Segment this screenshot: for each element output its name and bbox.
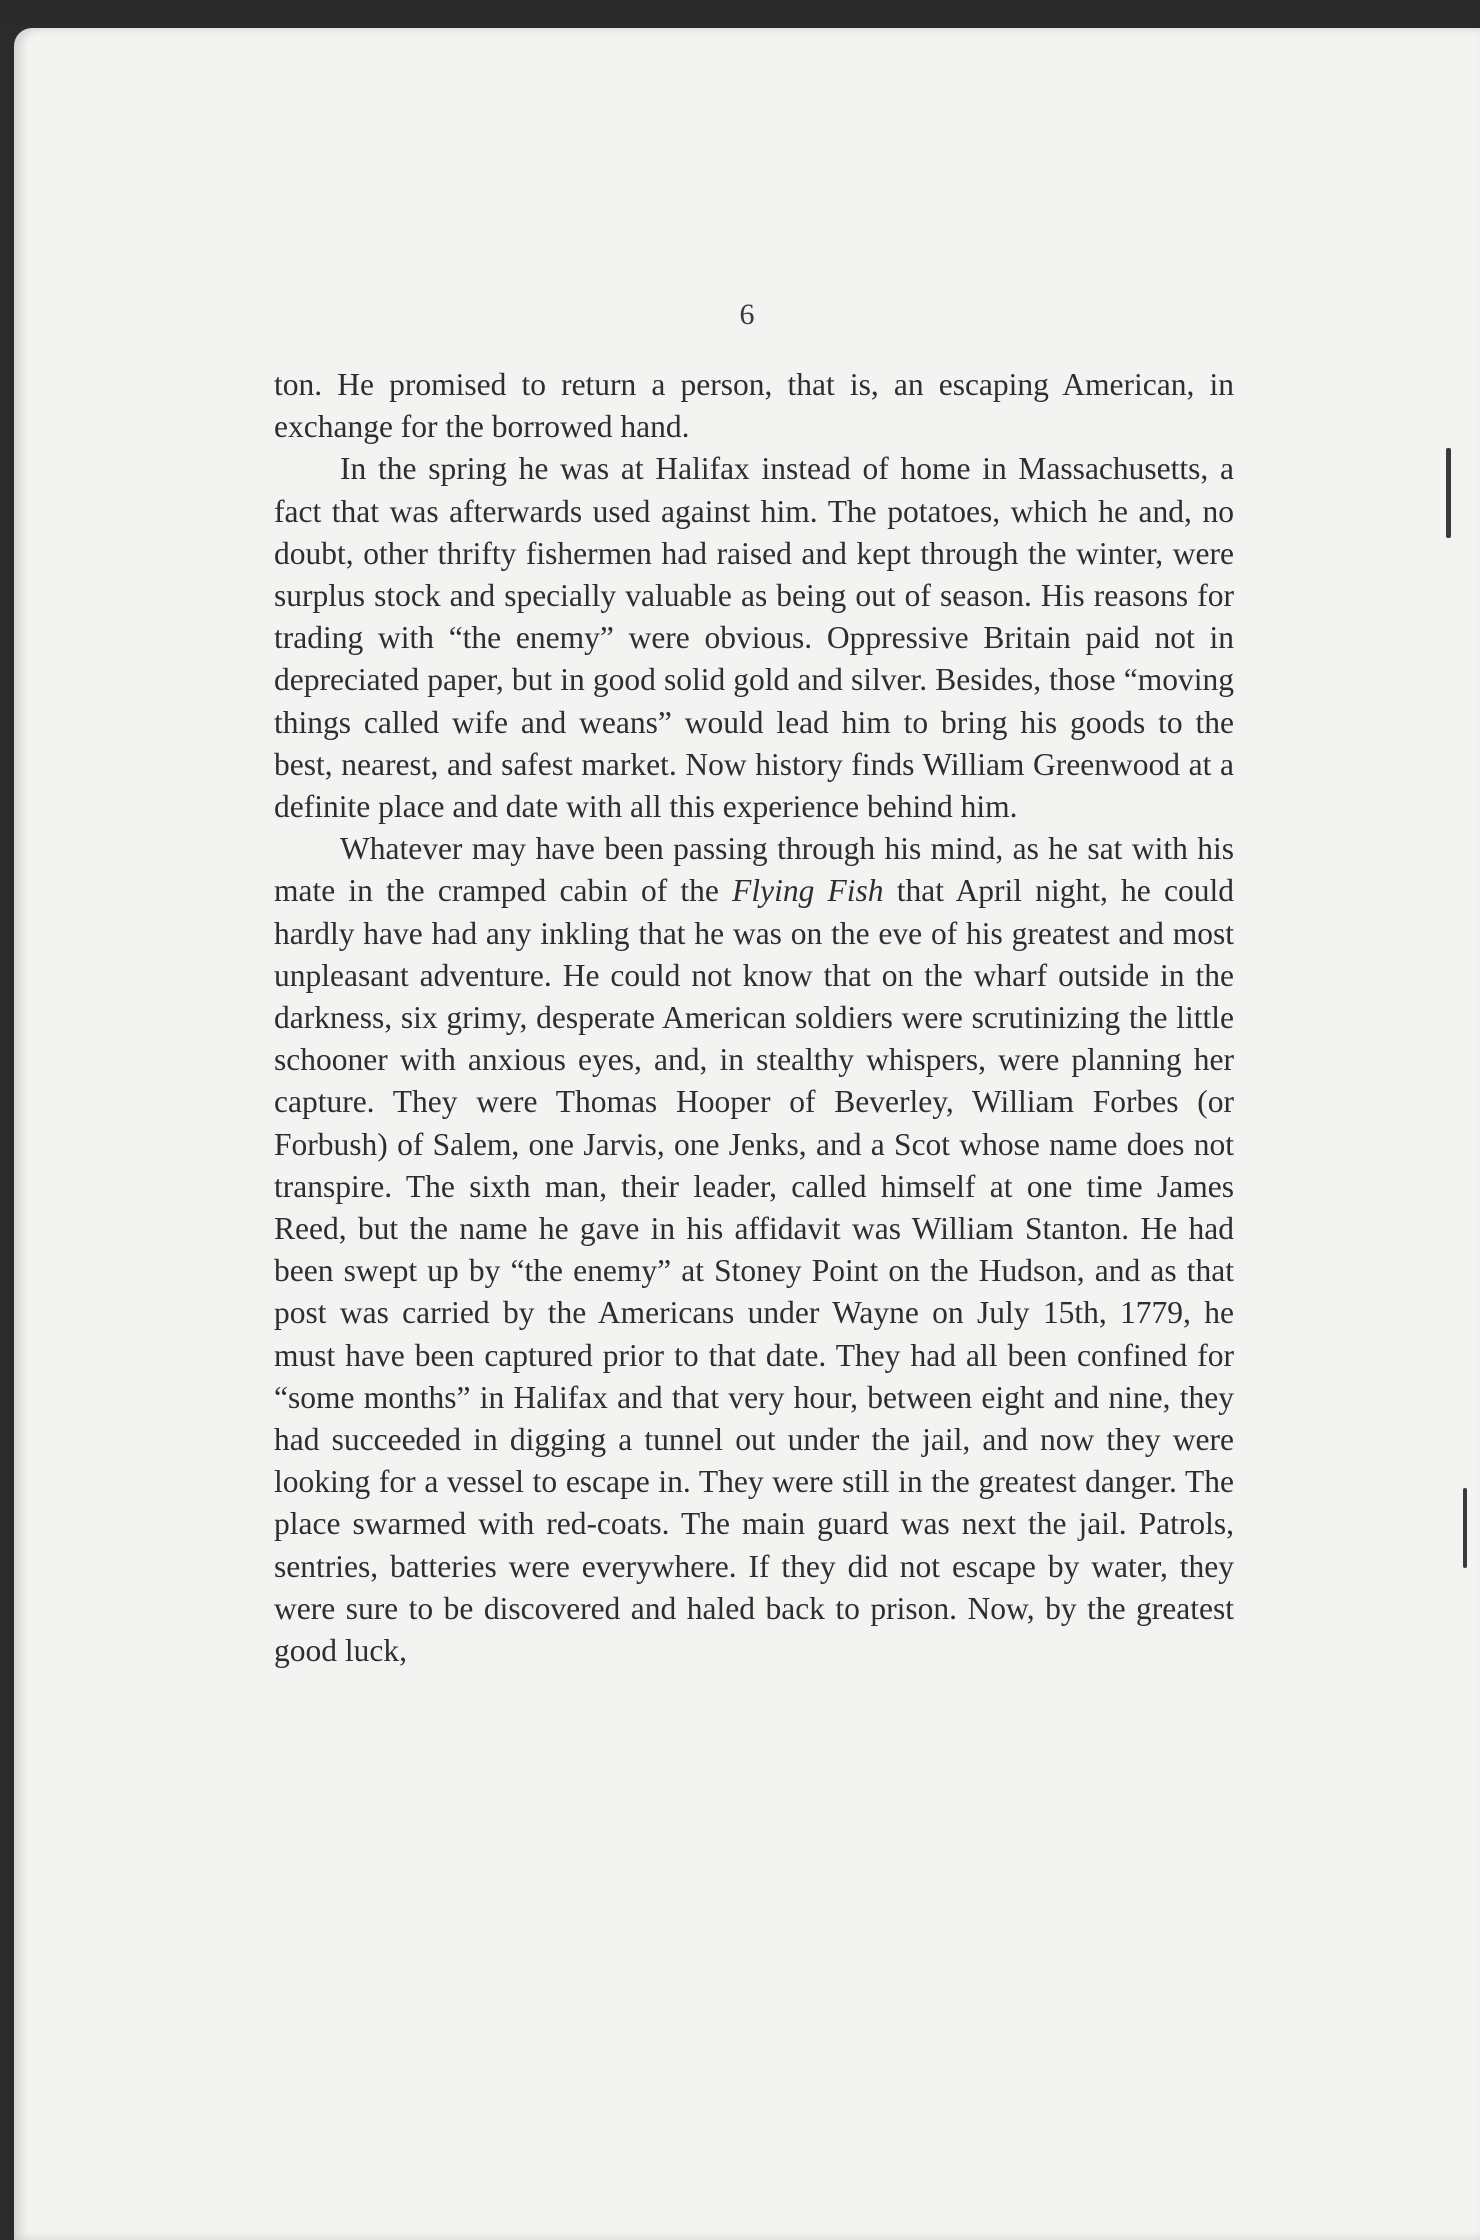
margin-mark (1463, 1488, 1467, 1568)
paragraph-segment: Whatever may have been passing through his mind, as he sat with his mate in the cramped cabin of the (274, 831, 1234, 909)
paragraph-3 (274, 828, 1234, 1672)
margin-mark (1446, 448, 1451, 538)
paragraph-segment: ton. He promised to return a person, that is, an escaping American, in exchange for the borrowed hand. (274, 367, 1234, 445)
page-number: 6 (739, 298, 755, 331)
paragraph-1 (274, 364, 1234, 448)
body-text (274, 364, 1234, 1672)
book-page (14, 28, 1480, 2240)
ship-name-italic: Flying Fish (732, 873, 884, 909)
paragraph-segment: that April night, he could hardly have had any inkling that he was on the eve of his greatest and most unpleasant adventure. He could not know that on the wharf outside in the darkness, six grimy, desperate American soldiers were scrutinizing the little schooner with anxious eyes, and, in stealthy whispers, were planning her capture. They were Thomas Hooper of Beverley, William Forbes (or Forbush) of Salem, one Jarvis, one Jenks, and a Scot whose name does not transpire. The sixth man, their leader, called himself at one time James Reed, but the name he gave in his affidavit was William Stanton. He had been swept up by “the enemy” at Stoney Point on the Hudson, and as that post was carried by the Americans under Wayne on July 15th, 1779, he must have been captured prior to that date. They had all been confined for “some months” in Halifax and that very hour, between eight and nine, they had succeeded in digging a tunnel out under the jail, and now they were looking for a vessel to escape in. They were still in the greatest danger. The place swarmed with red-coats. The main guard was next the jail. Patrols, sentries, batteries were everywhere. If they did not escape by water, they were sure to be discovered and haled back to prison. Now, by the greatest good luck, (274, 873, 1234, 1669)
scan-border (0, 0, 1480, 20)
paragraph-segment: In the spring he was at Halifax instead of home in Massachusetts, a fact that was afterwards used against him. The potatoes, which he and, no doubt, other thrifty fishermen had raised and kept through the winter, were surplus stock and specially valuable as being out of season. His reasons for trading with “the enemy” were obvious. Oppressive Britain paid not in depreciated paper, but in good solid gold and silver. Besides, those “moving things called wife and weans” would lead him to bring his goods to the best, nearest, and safest market. Now history finds William Greenwood at a definite place and date with all this experience behind him. (274, 451, 1234, 825)
paragraph-2 (274, 448, 1234, 828)
